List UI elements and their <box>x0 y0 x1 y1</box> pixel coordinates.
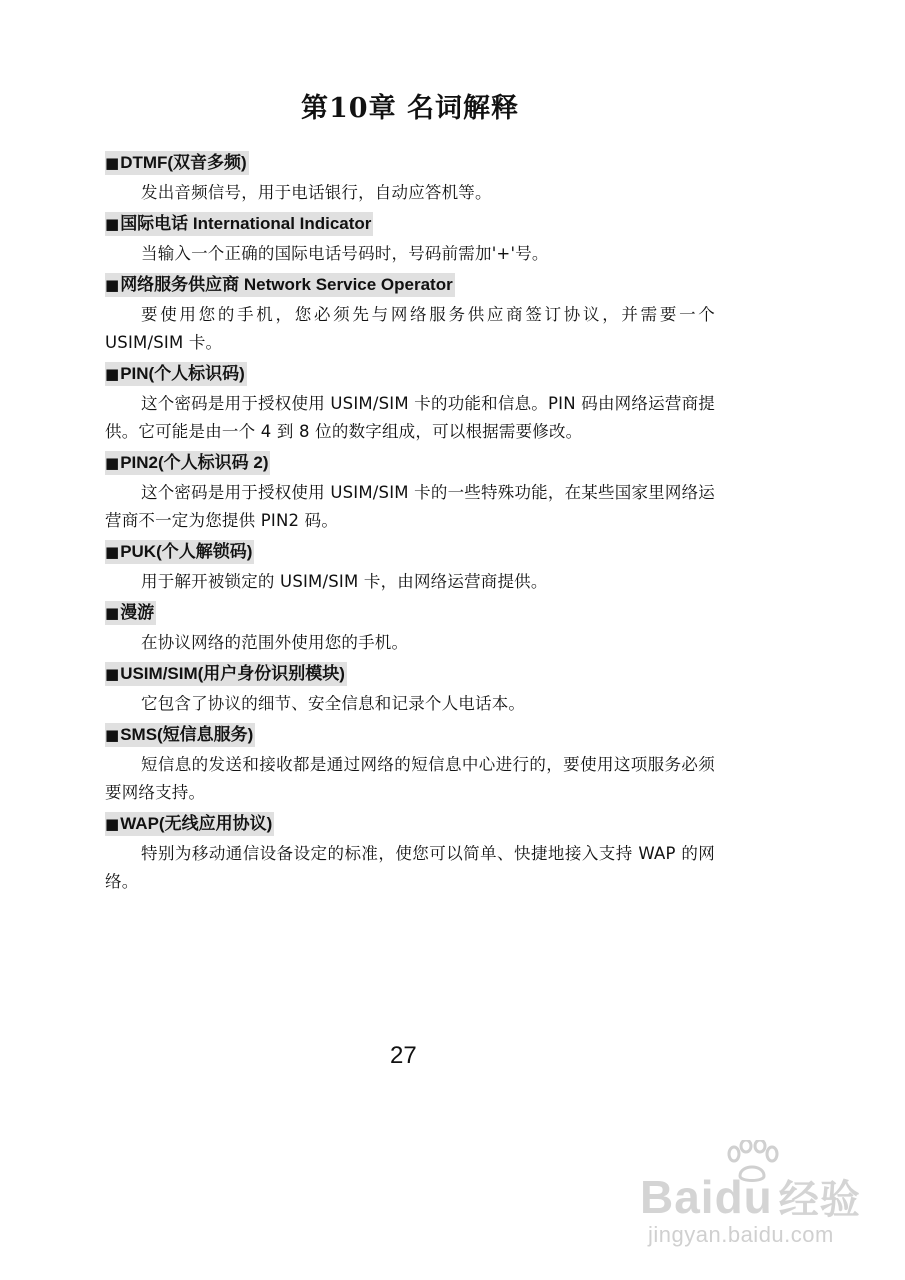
glossary-term <box>105 151 249 175</box>
term-text: PUK(个人解锁码) <box>120 541 253 561</box>
term-description: 在协议网络的范围外使用您的手机。 <box>141 633 409 652</box>
term-text: PIN2(个人标识码 2) <box>120 452 269 472</box>
term-description: 要使用您的手机，您必须先与网络服务供应商签订协议，并需要一个 USIM/SIM 卡。 <box>105 305 715 352</box>
bullet-square-icon: ■ <box>105 453 120 472</box>
term-text: WAP(无线应用协议) <box>120 813 273 833</box>
glossary-term <box>105 212 373 236</box>
glossary-entry <box>105 539 715 596</box>
glossary-entry <box>105 361 715 446</box>
term-description: 用于解开被锁定的 USIM/SIM 卡，由网络运营商提供。 <box>141 572 548 591</box>
watermark-brand <box>640 1168 861 1225</box>
bullet-square-icon: ■ <box>105 725 120 744</box>
term-description: 特别为移动通信设备设定的标准，使您可以简单、快捷地接入支持 WAP 的网络。 <box>105 844 715 891</box>
glossary-list <box>105 150 715 900</box>
term-description: 这个密码是用于授权使用 USIM/SIM 卡的一些特殊功能，在某些国家里网络运营商不一定为您提供 PIN2 码。 <box>105 483 715 530</box>
bullet-square-icon: ■ <box>105 814 120 833</box>
glossary-entry <box>105 450 715 535</box>
term-description: 这个密码是用于授权使用 USIM/SIM 卡的功能和信息。PIN 码由网络运营商提供。它可能是由一个 4 到 8 位的数字组成，可以根据需要修改。 <box>105 394 715 441</box>
glossary-term <box>105 540 254 564</box>
term-text: PIN(个人标识码) <box>120 363 245 383</box>
term-text: USIM/SIM(用户身份识别模块) <box>120 663 345 683</box>
glossary-entry <box>105 722 715 807</box>
bullet-square-icon: ■ <box>105 364 120 383</box>
watermark-brand-cn: 经验 <box>778 1178 861 1222</box>
glossary-term <box>105 451 270 475</box>
bullet-square-icon: ■ <box>105 603 120 622</box>
term-description: 它包含了协议的细节、安全信息和记录个人电话本。 <box>141 694 526 713</box>
bullet-square-icon: ■ <box>105 214 120 233</box>
watermark-brand-text: Baidu <box>640 1171 773 1223</box>
term-text: 网络服务供应商 Network Service Operator <box>120 274 453 294</box>
baidu-jingyan-watermark <box>640 1140 890 1250</box>
glossary-term <box>105 723 255 747</box>
term-text: 漫游 <box>120 602 155 622</box>
glossary-entry <box>105 600 715 657</box>
glossary-entry <box>105 661 715 718</box>
bullet-square-icon: ■ <box>105 275 120 294</box>
watermark-url: jingyan.baidu.com <box>648 1222 834 1247</box>
term-text: 国际电话 International Indicator <box>120 213 372 233</box>
glossary-entry <box>105 150 715 207</box>
term-text: SMS(短信息服务) <box>120 724 254 744</box>
term-description: 短信息的发送和接收都是通过网络的短信息中心进行的，要使用这项服务必须要网络支持。 <box>105 755 715 802</box>
page-title: 第10章 名词解释 <box>301 93 519 124</box>
term-description: 发出音频信号，用于电话银行，自动应答机等。 <box>141 183 492 202</box>
glossary-entry <box>105 211 715 268</box>
bullet-square-icon: ■ <box>105 542 120 561</box>
term-text: DTMF(双音多频) <box>120 152 247 172</box>
bullet-square-icon: ■ <box>105 153 120 172</box>
glossary-term <box>105 812 274 836</box>
page-number: 27 <box>390 1042 417 1069</box>
glossary-entry <box>105 811 715 896</box>
glossary-entry <box>105 272 715 357</box>
glossary-term <box>105 362 247 386</box>
term-description: 当输入一个正确的国际电话号码时，号码前需加'+'号。 <box>141 244 549 263</box>
glossary-term <box>105 273 455 297</box>
bullet-square-icon: ■ <box>105 664 120 683</box>
glossary-term <box>105 662 347 686</box>
glossary-term <box>105 601 156 625</box>
